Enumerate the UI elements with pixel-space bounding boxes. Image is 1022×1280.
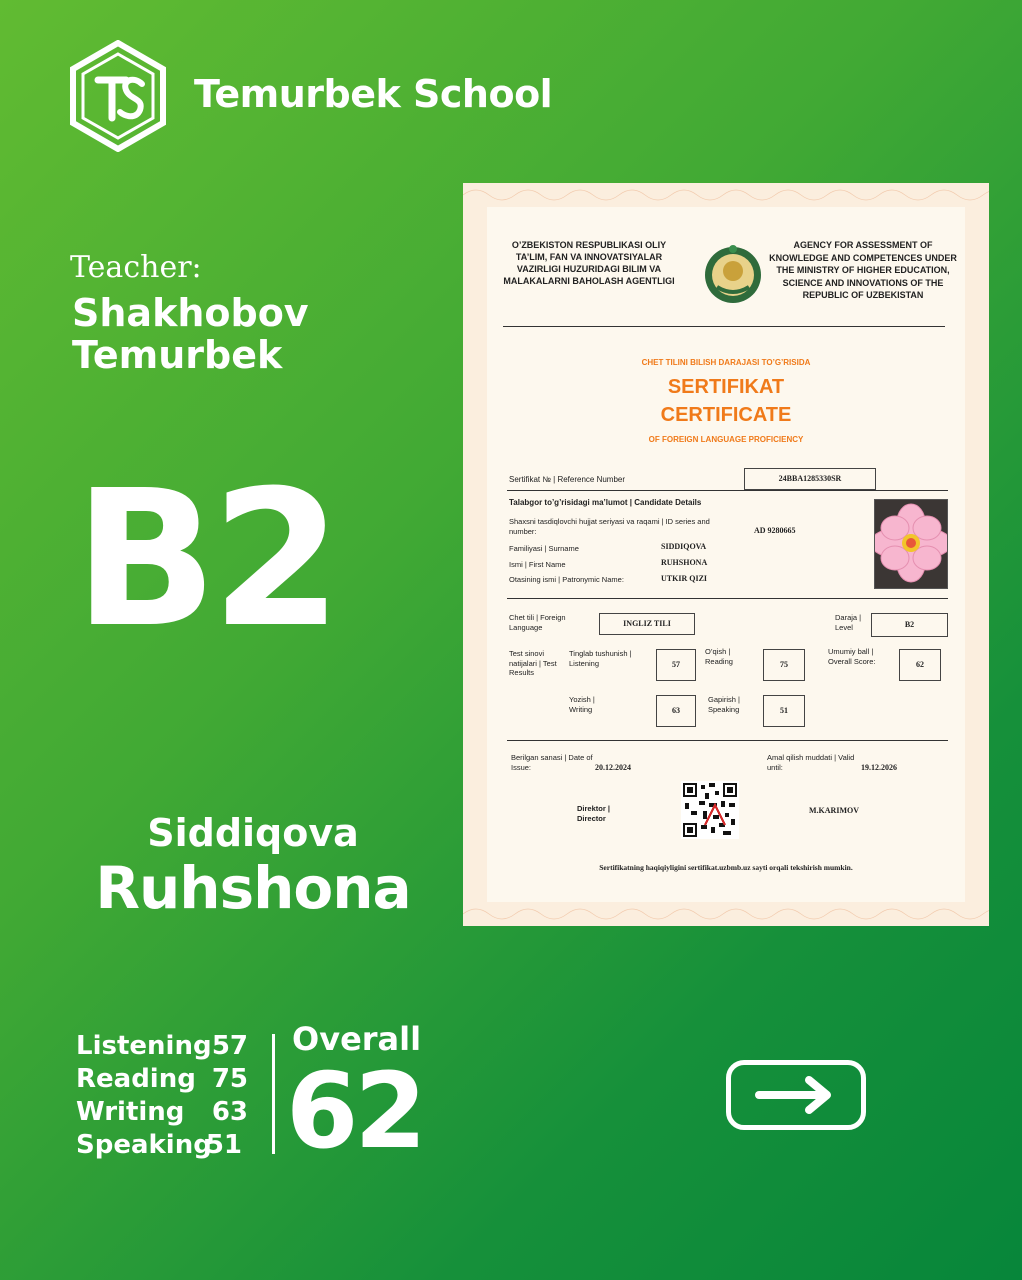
results-label: Test sinovi natijalari | Test Results: [509, 649, 557, 677]
firstname-value: RUHSHONA: [661, 558, 708, 567]
id-label: Shaxsni tasdiqlovchi hujjat seriyasi va raqami | ID series and number:: [509, 517, 710, 536]
student-first-name: Ruhshona: [95, 854, 411, 922]
cert-subtitle-en: OF FOREIGN LANGUAGE PROFICIENCY: [648, 435, 804, 444]
overall-value: 62: [286, 1050, 423, 1172]
level-badge: B2: [74, 450, 337, 669]
score-value: 51: [205, 1130, 242, 1160]
results-rule: [507, 740, 948, 741]
level-label: Daraja | Level: [835, 613, 862, 632]
score-label: Listening: [76, 1031, 212, 1061]
speaking-value: 51: [763, 695, 805, 727]
qr-code-icon[interactable]: [681, 781, 739, 839]
id-value: AD 9280665: [754, 526, 796, 535]
score-label: Speaking: [76, 1130, 212, 1160]
student-surname: Siddiqova: [147, 811, 359, 855]
score-label: Writing: [76, 1097, 185, 1127]
divider: [272, 1034, 275, 1154]
score-row-listening: [76, 1030, 256, 1063]
cert-title-uz: SERTIFIKAT: [667, 376, 785, 398]
overall-label: Overall: [292, 1020, 422, 1058]
teacher-name: Shakhobov Temurbek: [72, 291, 309, 377]
score-row-speaking: [76, 1129, 256, 1162]
school-logo-icon: [68, 40, 168, 152]
cert-title-en: CERTIFICATE: [660, 404, 792, 426]
candidate-heading: Talabgor to’g’risidagi ma’lumot | Candidate Details: [509, 498, 702, 507]
score-value: 57: [211, 1031, 248, 1061]
header-rule: [503, 326, 945, 327]
score-value: 75: [211, 1064, 248, 1094]
next-button[interactable]: [726, 1060, 866, 1130]
ref-label: Sertifikat № | Reference Number: [509, 475, 626, 484]
ref-rule: [507, 490, 948, 491]
cert-subtitle-uz: CHET TILINI BILISH DARAJASI TO’G’RISIDA: [641, 358, 811, 367]
valid-label: Amal qilish muddati | Valid until:: [767, 753, 855, 772]
reading-label: O’qish | Reading: [705, 647, 733, 666]
score-label: Reading: [76, 1064, 196, 1094]
overall-score-value: 62: [899, 649, 941, 681]
score-row-writing: [76, 1096, 256, 1129]
cert-footer: Sertifikatning haqiqiyligini sertifikat.uzbmb.uz sayti orqali tekshirish mumkin.: [599, 863, 853, 872]
cert-header-left: O’ZBEKISTON RESPUBLIKASI OLIY TA’LIM, FAN VA INNOVATSIYALAR VAZIRLIGI HUZURIDAGI BILIM VA MALAKALARNI BAHOLASH AGENTLIGI: [503, 240, 675, 286]
speaking-label: Gapirish | Speaking: [708, 695, 740, 714]
issue-label: Berilgan sanasi | Date of Issue:: [511, 753, 593, 772]
director-label: Direktor | Director: [577, 804, 610, 823]
listening-label: Tinglab tushunish | Listening: [569, 649, 632, 668]
language-value: INGLIZ TILI: [599, 613, 695, 635]
score-list: [76, 1030, 256, 1162]
writing-label: Yozish | Writing: [569, 695, 595, 714]
teacher-label: Teacher:: [70, 250, 202, 285]
overall-score-label: Umumiy ball | Overall Score:: [828, 647, 876, 666]
ref-number: 24BBA1285330SR: [744, 468, 876, 490]
candidate-rule: [507, 598, 948, 599]
score-value: 63: [211, 1097, 248, 1127]
patronymic-value: UTKIR QIZI: [661, 574, 708, 583]
certificate-image: [463, 183, 989, 926]
level-value: B2: [871, 613, 948, 637]
candidate-photo: [874, 499, 948, 589]
director-name: M.KARIMOV: [809, 806, 859, 815]
score-row-reading: [76, 1063, 256, 1096]
arrow-right-icon: [753, 1075, 839, 1115]
language-label: Chet tili | Foreign Language: [509, 613, 566, 632]
surname-label: Familiyasi | Surname: [509, 544, 579, 553]
firstname-label: Ismi | First Name: [509, 560, 566, 569]
listening-value: 57: [656, 649, 696, 681]
surname-value: SIDDIQOVA: [661, 542, 707, 551]
writing-value: 63: [656, 695, 696, 727]
issue-value: 20.12.2024: [595, 763, 631, 772]
cert-header-right: AGENCY FOR ASSESSMENT OF KNOWLEDGE AND COMPETENCES UNDER THE MINISTRY OF HIGHER EDUCATION, SCIENCE AND INNOVATIONS OF THE REPUBLIC OF UZBEKISTAN: [769, 240, 957, 300]
valid-value: 19.12.2026: [861, 763, 897, 772]
patronymic-label: Otasining ismi | Patronymic Name:: [509, 575, 624, 584]
reading-value: 75: [763, 649, 805, 681]
state-emblem-icon: [703, 243, 763, 307]
student-name: [78, 810, 428, 920]
brand-name: Temurbek School: [194, 72, 553, 116]
